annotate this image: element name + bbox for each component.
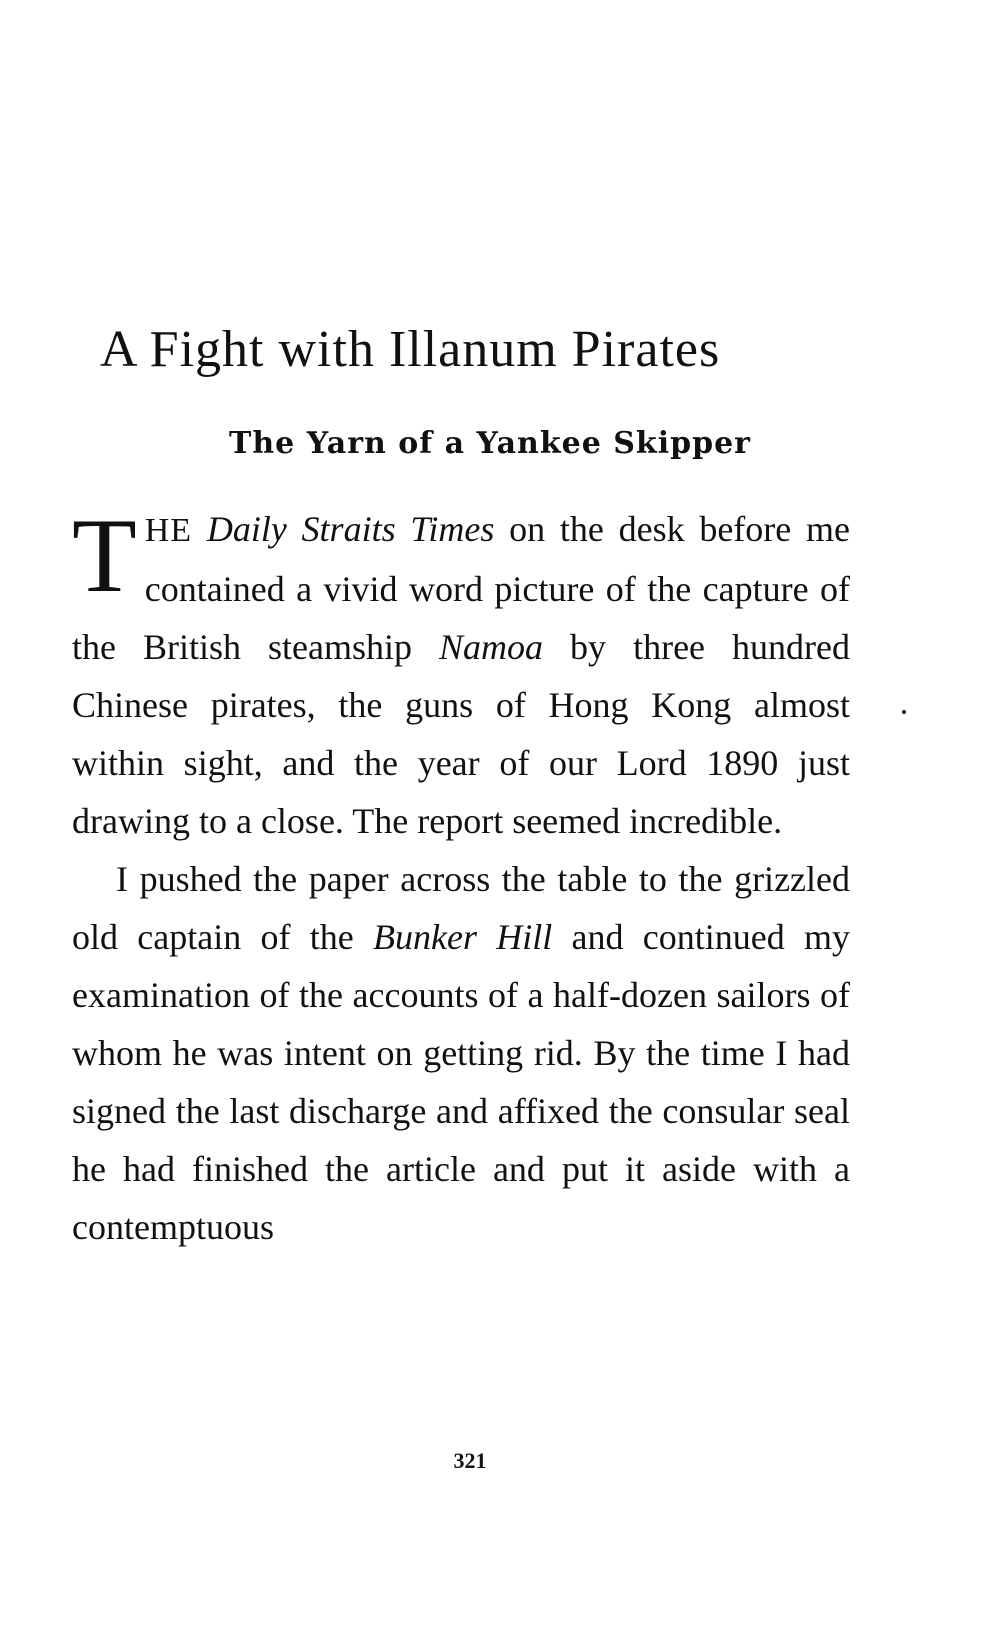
chapter-subtitle: The Yarn of a Yankee Skipper — [229, 426, 751, 461]
smallcaps-opening: HE — [144, 512, 193, 549]
italic-ship-name: Bunker Hill — [373, 917, 553, 957]
page-number: 321 — [453, 1448, 487, 1473]
text-span: on the desk before me contained a vivid word picture of the capture of the British steamship — [72, 509, 850, 667]
body-text — [72, 497, 850, 1256]
text-span — [192, 509, 207, 549]
text-span: by three hundred Chinese pirates, the guns of Hong Kong almost within sight, and the year of our Lord 1890 just drawing to a close. The report seemed incredible. — [72, 627, 850, 841]
paragraph-2 — [72, 850, 850, 1256]
italic-newspaper-title: Daily Straits Times — [206, 509, 495, 549]
drop-cap: T — [72, 497, 137, 614]
chapter-title: A Fight with Illanum Pirates — [100, 321, 721, 378]
paragraph-1 — [72, 497, 850, 850]
italic-ship-name: Namoa — [439, 627, 544, 667]
text-span: and continued my examination of the accounts of a half-dozen sailors of whom he was intent on getting rid. By the time I had signed the last discharge and affixed the consular seal he had finished the article and put it aside with a contemptuous — [72, 917, 850, 1247]
ink-speck — [902, 710, 906, 714]
text-span: I pushed the paper across the table to the grizzled old captain of the — [72, 859, 850, 957]
